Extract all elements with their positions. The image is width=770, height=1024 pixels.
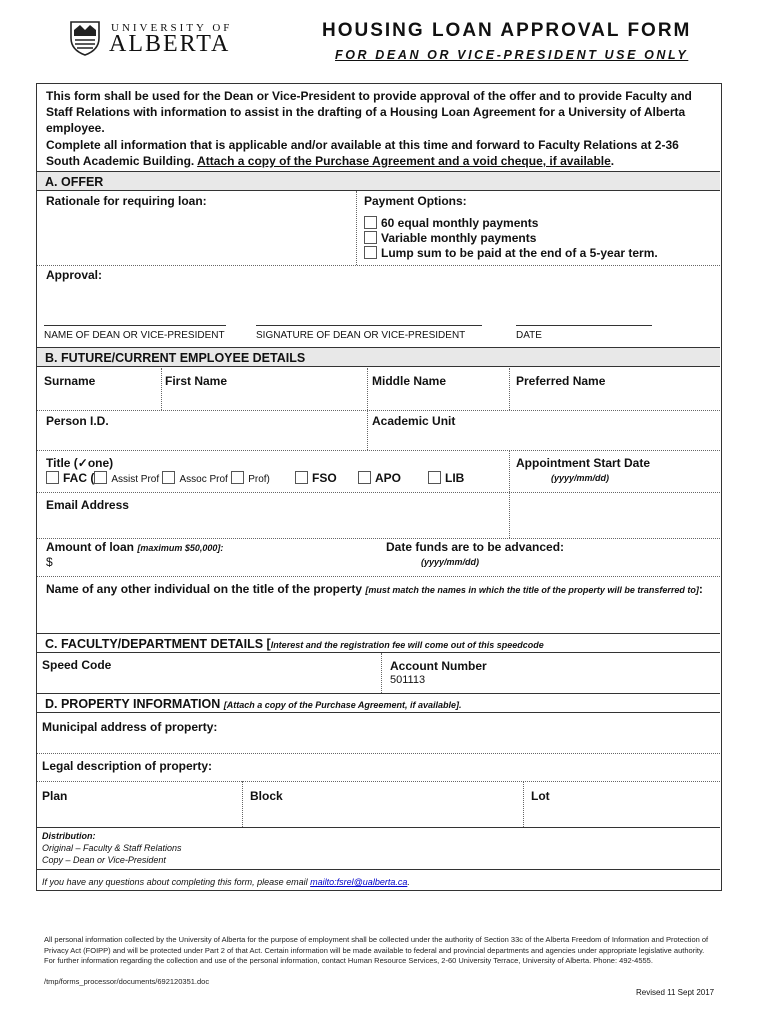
checkbox[interactable]	[364, 216, 377, 229]
fac-checkbox[interactable]	[46, 471, 59, 484]
other-name-label: Name of any other individual on the title of the property [must match the names in which the title of the property will be transferred to]:	[46, 582, 703, 596]
form-title: HOUSING LOAN APPROVAL FORM	[322, 20, 692, 41]
funds-date-label: Date funds are to be advanced:	[386, 540, 565, 554]
account-number-label: Account Number	[390, 659, 487, 673]
section-a-header: A. OFFER	[37, 171, 720, 191]
apo-option[interactable]: APO	[358, 471, 401, 486]
lib-checkbox[interactable]	[428, 471, 441, 484]
academic-unit-label: Academic Unit	[372, 414, 456, 428]
legal-description-label: Legal description of property:	[42, 759, 213, 773]
approval-label: Approval:	[46, 268, 103, 282]
surname-label: Surname	[44, 374, 96, 388]
sig-name-caption: NAME OF DEAN OR VICE-PRESIDENT	[44, 330, 225, 341]
sig-date-caption: DATE	[516, 330, 542, 341]
dollar-sign: $	[46, 555, 53, 569]
appointment-start-label: Appointment Start Date	[516, 456, 651, 470]
account-number-value: 501113	[390, 674, 426, 686]
section-b-header: B. FUTURE/CURRENT EMPLOYEE DETAILS	[37, 347, 720, 367]
university-label: UNIVERSITY OF	[111, 22, 233, 34]
appointment-date-format: (yyyy/mm/dd)	[551, 473, 610, 483]
document-path: /tmp/forms_processor/documents/692120351.doc	[44, 977, 210, 986]
distribution-copy: Copy – Dean or Vice-President	[42, 855, 166, 865]
payment-option-variable[interactable]: Variable monthly payments	[364, 231, 536, 246]
checkbox[interactable]	[364, 246, 377, 259]
email-label: Email Address	[46, 498, 129, 512]
contact-line: If you have any questions about completing this form, please email mailto:fsrel@ualberta.ca.	[42, 877, 410, 887]
assoc-prof-checkbox[interactable]	[162, 471, 175, 484]
preferred-name-label: Preferred Name	[516, 374, 606, 388]
privacy-notice: All personal information collected by the University of Alberta for the purpose of employment shall be collected under the authority of Section 33c of the Alberta Freedom of Information and Protection of Privacy Act (FOIPP) and will be protected under Part 2 of that Act. Certain information will be made available to federal and provincial departments and agencies under appropriate legislative authority. For further information regarding the collection and use of the personal information, contact Human Resource Services, 2-60 University Terrace, University of Alberta. Phone: 492-4555.	[44, 935, 709, 965]
fso-checkbox[interactable]	[295, 471, 308, 484]
prof-checkbox[interactable]	[231, 471, 244, 484]
checkbox[interactable]	[364, 231, 377, 244]
first-name-label: First Name	[165, 374, 228, 388]
distribution-original: Original – Faculty & Staff Relations	[42, 843, 182, 853]
payment-option-lump-sum[interactable]: Lump sum to be paid at the end of a 5-year term.	[364, 246, 658, 261]
payment-option-60[interactable]: 60 equal monthly payments	[364, 216, 538, 231]
person-id-label: Person I.D.	[46, 414, 109, 428]
contact-email-link[interactable]: mailto:fsrel@ualberta.ca	[310, 877, 408, 887]
assist-prof-checkbox[interactable]	[94, 471, 107, 484]
lot-label: Lot	[531, 789, 550, 803]
distribution-label: Distribution:	[42, 831, 96, 841]
municipal-address-label: Municipal address of property:	[42, 720, 218, 734]
title-options: FAC ( Assist Prof Assoc Prof Prof)	[46, 471, 270, 487]
rationale-label: Rationale for requiring loan:	[46, 194, 207, 208]
university-crest-icon	[68, 18, 102, 56]
speed-code-label: Speed Code	[42, 658, 112, 672]
funds-date-format: (yyyy/mm/dd)	[421, 557, 480, 567]
form-subtitle: FOR DEAN OR VICE-PRESIDENT USE ONLY	[335, 48, 689, 62]
instructions-paragraph: Complete all information that is applicable and/or available at this time and forward to Faculty Relations at 2-36 South Academic Building. Attach a copy of the Purchase Agreement and a void cheque, if available.	[46, 138, 679, 168]
apo-checkbox[interactable]	[358, 471, 371, 484]
amount-label: Amount of loan [maximum $50,000]:	[46, 540, 224, 554]
fso-option[interactable]: FSO	[295, 471, 337, 486]
payment-options-label: Payment Options:	[364, 194, 467, 208]
university-name: ALBERTA	[109, 31, 231, 57]
intro-paragraph: This form shall be used for the Dean or Vice-President to provide approval of the offer and to provide Faculty and Staff Relations with information to assist in the drafting of a Housing Loan Agreement for a University of Alberta employee.	[46, 89, 692, 135]
middle-name-label: Middle Name	[372, 374, 447, 388]
revised-date: Revised 11 Sept 2017	[636, 988, 715, 997]
title-label: Title (✓one)	[46, 456, 114, 470]
block-label: Block	[250, 789, 283, 803]
sig-signature-caption: SIGNATURE OF DEAN OR VICE-PRESIDENT	[256, 330, 466, 341]
section-c-header: C. FACULTY/DEPARTMENT DETAILS [Interest and the registration fee will come out of this speedcode	[37, 633, 720, 653]
lib-option[interactable]: LIB	[428, 471, 464, 486]
plan-label: Plan	[42, 789, 68, 803]
section-d-header: D. PROPERTY INFORMATION [Attach a copy of the Purchase Agreement, if available].	[37, 693, 720, 713]
